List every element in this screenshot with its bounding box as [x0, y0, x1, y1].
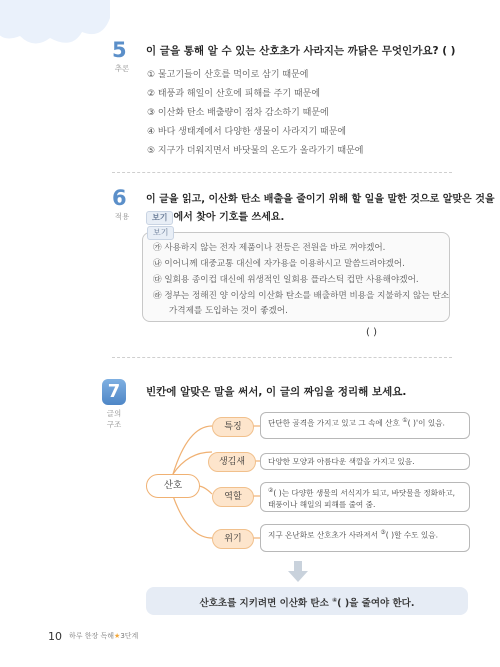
q6-answer-blank[interactable]: ( )	[366, 327, 377, 338]
section-divider-2	[112, 357, 452, 358]
bogi-item-ra: ㉱ 정부는 정해진 양 이상의 이산화 탄소를 배출하면 비용을 지불하지 않는 탄소	[153, 291, 449, 301]
q5-option-1[interactable]: ① 물고기들이 산호를 먹이로 삼기 때문에	[147, 70, 309, 80]
section-divider	[112, 172, 452, 173]
q5-option-4[interactable]: ④ 바다 생태계에서 다양한 생물이 사라지기 때문에	[147, 127, 347, 137]
bogi-box	[142, 228, 450, 322]
question-6-suffix: 에서 찾아 기호를 쓰세요.	[173, 212, 285, 223]
q5-option-5[interactable]: ⑤ 지구가 더워지면서 바닷물의 온도가 올라가기 때문에	[147, 146, 364, 156]
branch-feature: 특징	[212, 417, 254, 437]
bogi-box-tab: 보기	[147, 226, 174, 240]
question-6-text-line2	[146, 208, 284, 225]
bogi-item-da: ㉰ 일회용 종이컵 대신에 위생적인 일회용 플라스틱 컵만 사용해야겠어.	[153, 275, 419, 285]
down-arrow-icon	[287, 561, 309, 583]
summary-pre: 산호초를 지키려면 이산화 탄소	[199, 598, 333, 610]
question-5-tag: 추론	[114, 64, 130, 73]
branch-crisis: 위기	[212, 529, 254, 549]
cloud-decoration-icon	[0, 0, 110, 50]
branch-role-desc	[260, 482, 470, 512]
q5-option-2[interactable]: ② 태풍과 해일이 산호에 피해를 주기 때문에	[147, 89, 321, 99]
bogi-label: 보기	[146, 211, 173, 225]
question-7-text: 빈칸에 알맞은 말을 써서, 이 글의 짜임을 정리해 보세요.	[146, 386, 407, 398]
crisis-desc-pre: 지구 온난화로 산호초가 사라져서	[268, 530, 381, 540]
star-icon: ★	[114, 632, 121, 640]
bogi-item-na: ㉯ 이어니께 대중교통 대신에 자가용을 이용하시고 말씀드려야겠어.	[153, 259, 405, 269]
blank-2-marker: ②	[268, 487, 274, 494]
blank-4[interactable]: ( )을 줄여야 한다.	[337, 598, 415, 610]
question-7-number: 7	[102, 379, 126, 405]
feature-desc-pre: 단단한 골격을 가지고 있고 그 속에 산호	[268, 418, 403, 428]
summary-box	[146, 587, 468, 615]
bogi-item-ga: ㉮ 사용하지 않는 전자 제품이나 전등은 전원을 바로 꺼야겠어.	[153, 243, 386, 253]
q5-option-3[interactable]: ③ 이산화 탄소 배출량이 점차 감소하기 때문에	[147, 108, 329, 118]
branch-appearance-desc	[260, 453, 470, 470]
blank-3-marker: ③	[380, 529, 386, 536]
question-6-text-line1: 이 글을 읽고, 이산화 탄소 배출을 줄이기 위해 할 일을 말한 것으로 알맞은 것을	[146, 194, 495, 205]
branch-feature-desc	[260, 412, 470, 439]
footer-book-title	[69, 631, 138, 641]
blank-2[interactable]: ( )는 다양한 생물의 서식지가 되고, 바닷물을 정화하고, 태풍이나 해일의 피해를 줄여 줌.	[268, 488, 456, 509]
center-node-coral: 산호	[146, 474, 200, 498]
blank-1-marker: ①	[402, 417, 408, 424]
question-5-text: 이 글을 통해 알 수 있는 산호초가 사라지는 까닭은 무엇인가요? ( )	[146, 45, 456, 57]
branch-role: 역할	[212, 487, 254, 507]
question-6-number: 6	[112, 186, 127, 210]
blank-3[interactable]: ( )할 수도 있음.	[385, 530, 439, 540]
blank-4-marker: ④	[332, 597, 338, 604]
blank-1[interactable]: ( )'이 있음.	[407, 418, 445, 428]
question-7-tag-line2: 구조	[106, 420, 122, 429]
question-6-tag: 적용	[114, 212, 130, 221]
branch-appearance: 생김새	[208, 452, 256, 472]
footer-title: 하루 한장 독해	[69, 632, 115, 640]
appearance-desc: 다양한 모양과 아름다운 색깔을 가지고 있음.	[268, 457, 415, 466]
footer-level: 3단계	[120, 632, 139, 640]
question-7-tag-line1: 글의	[106, 409, 122, 418]
question-5-number: 5	[112, 38, 127, 62]
bogi-item-ra-cont: 가격제를 도입하는 것이 좋겠어.	[169, 306, 288, 316]
page-number: 10	[48, 630, 62, 643]
branch-crisis-desc	[260, 524, 470, 552]
